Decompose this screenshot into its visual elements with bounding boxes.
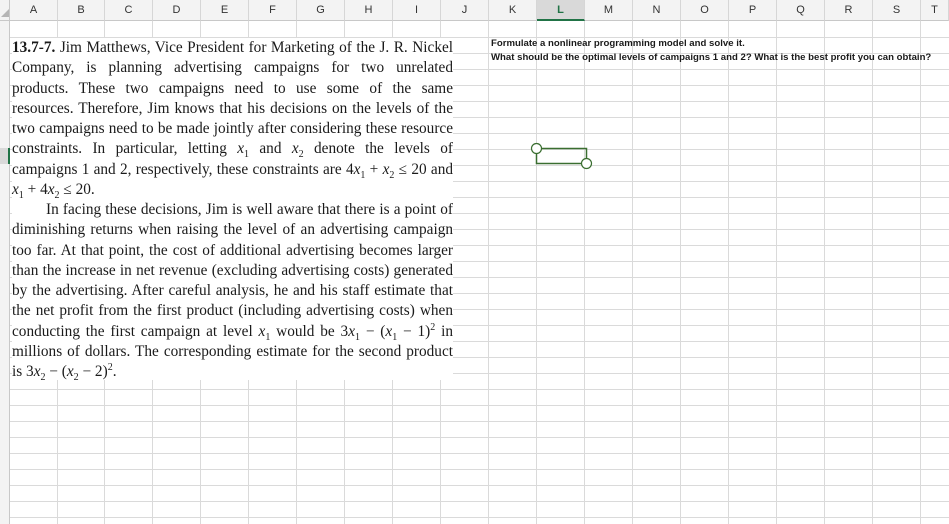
column-header-k[interactable]: K — [489, 0, 537, 21]
column-header-j[interactable]: J — [441, 0, 489, 21]
instruction-line-2[interactable]: What should be the optimal levels of campaigns 1 and 2? What is the best profit you can obtain? — [491, 52, 932, 63]
rectangle-shape-body[interactable] — [537, 149, 587, 164]
column-header-i[interactable]: I — [393, 0, 441, 21]
gridline-vertical — [680, 21, 681, 524]
gridline-horizontal — [10, 421, 949, 422]
gridline-vertical — [920, 21, 921, 524]
column-header-g[interactable]: G — [297, 0, 345, 21]
column-header-r[interactable]: R — [825, 0, 873, 21]
gridline-horizontal — [10, 437, 949, 438]
column-header-a[interactable]: A — [10, 0, 58, 21]
column-header-h[interactable]: H — [345, 0, 393, 21]
gridline-horizontal — [10, 389, 949, 390]
gridline-horizontal — [10, 453, 949, 454]
problem-paragraph-2: In facing these decisions, Jim is well aware that there is a point of diminishing returns when raising the level of an advertising campaign too far. At that point, the cost of additional advertising becomes larger than the increase in net revenue (excluding advertising costs) generated by the advertising. After careful analysis, he and his staff estimate that the net profit from the first product (including advertising costs) when conducting the first campaign at level $x_1$ would be $3x_1 - (x_1 - 1)^2$ in millions of dollars. The corresponding estimate for the second product is $3x_2 - (x_2 - 2)^2$. — [12, 201, 453, 384]
gridline-vertical — [632, 21, 633, 524]
column-header-l[interactable]: L — [537, 0, 585, 21]
problem-text-image — [12, 38, 454, 384]
column-header-p[interactable]: P — [729, 0, 777, 21]
column-header-q[interactable]: Q — [777, 0, 825, 21]
column-header-m[interactable]: M — [585, 0, 633, 21]
column-header-b[interactable]: B — [58, 0, 105, 21]
gridline-vertical — [824, 21, 825, 524]
gridline-horizontal — [10, 517, 949, 518]
gridline-vertical — [776, 21, 777, 524]
column-header-t[interactable]: T — [921, 0, 949, 21]
column-header-c[interactable]: C — [105, 0, 153, 21]
gridline-horizontal — [10, 405, 949, 406]
resize-handle-bottom-right[interactable] — [582, 159, 592, 169]
gridline-vertical — [584, 21, 585, 524]
column-header-n[interactable]: N — [633, 0, 681, 21]
column-header-e[interactable]: E — [201, 0, 249, 21]
gridline-horizontal — [10, 485, 949, 486]
gridline-vertical — [728, 21, 729, 524]
column-header-d[interactable]: D — [153, 0, 201, 21]
row-headers[interactable] — [0, 21, 10, 524]
selected-rectangle-shape[interactable] — [530, 140, 596, 174]
select-all-triangle-icon — [1, 9, 9, 17]
gridline-vertical — [536, 21, 537, 524]
instruction-line-1[interactable]: Formulate a nonlinear programming model and solve it. — [491, 38, 745, 49]
column-header-o[interactable]: O — [681, 0, 729, 21]
select-all-corner[interactable] — [0, 0, 10, 21]
gridline-vertical — [488, 21, 489, 524]
column-header-s[interactable]: S — [873, 0, 921, 21]
gridline-horizontal — [10, 469, 949, 470]
resize-handle-top-left[interactable] — [532, 144, 542, 154]
gridline-vertical — [872, 21, 873, 524]
problem-paragraph-1: 13.7-7. Jim Matthews, Vice President for Marketing of the J. R. Nickel Company, is planning advertising campaigns for two unrelated products. These two campaigns need to use some of the same resources. Therefore, Jim knows that his decisions on the levels of the two campaigns need to be made jointly after considering these resource constraints. In particular, letting $x_1$ and $x_2$ denote the levels of campaigns 1 and 2, respectively, these constraints are $4x_1 + x_2 \le 20$ and $x_1 + 4x_2 \le 20$. — [12, 39, 454, 201]
column-header-f[interactable]: F — [249, 0, 297, 21]
gridline-horizontal — [10, 501, 949, 502]
problem-number: 13.7-7. — [12, 39, 56, 56]
selected-row-header[interactable] — [0, 148, 10, 164]
